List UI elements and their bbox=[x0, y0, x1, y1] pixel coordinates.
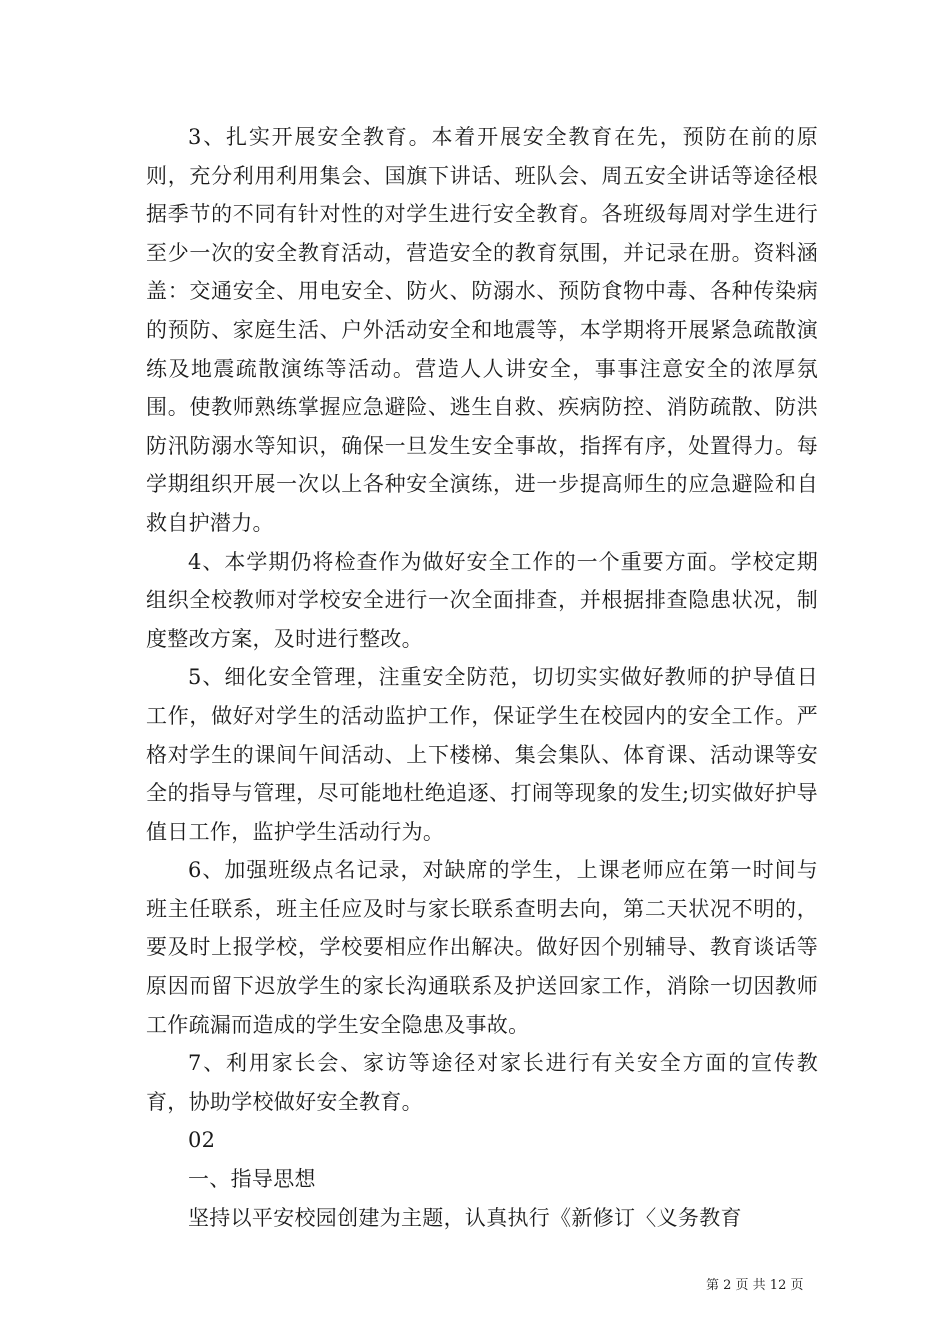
paragraph-item-7: 7、利用家长会、家访等途径对家长进行有关安全方面的宣传教育，协助学校做好安全教育。 bbox=[146, 1051, 818, 1114]
document-body bbox=[146, 118, 818, 1237]
last-paragraph: 坚持以平安校园创建为主题，认真执行《新修订〈义务教育 bbox=[188, 1205, 742, 1230]
paragraph-item-6: 6、加强班级点名记录，对缺席的学生，上课老师应在第一时间与班主任联系，班主任应及时与家长联系查明去向，第二天状况不明的，要及时上报学校，学校要相应作出解决。做好因个别辅导、教育谈话等原因而留下迟放学生的家长沟通联系及护送回家工作，消除一切因教师工作疏漏而造成的学生安全隐患及事故。 bbox=[146, 858, 818, 1037]
section-number: 02 bbox=[188, 1128, 216, 1153]
paragraph-item-4: 4、本学期仍将检查作为做好安全工作的一个重要方面。学校定期组织全校教师对学校安全进行一次全面排查，并根据排查隐患状况，制度整改方案，及时进行整改。 bbox=[146, 549, 818, 651]
section-heading: 一、指导思想 bbox=[188, 1167, 316, 1192]
page-footer: 第 2 页 共 12 页 bbox=[706, 1278, 804, 1293]
paragraph-item-3: 3、扎实开展安全教育。本着开展安全教育在先，预防在前的原则，充分利用利用集会、国旗下讲话、班队会、周五安全讲话等途径根据季节的不同有针对性的对学生进行安全教育。各班级每周对学生进行至少一次的安全教育活动，营造安全的教育氛围，并记录在册。资料涵盖：交通安全、用电安全、防火、防溺水、预防食物中毒、各种传染病的预防、家庭生活、户外活动安全和地震等，本学期将开展紧急疏散演练及地震疏散演练等活动。营造人人讲安全，事事注意安全的浓厚氛围。使教师熟练掌握应急避险、逃生自救、疾病防控、消防疏散、防洪防汛防溺水等知识，确保一旦发生安全事故，指挥有序，处置得力。每学期组织开展一次以上各种安全演练，进一步提高师生的应急避险和自救自护潜力。 bbox=[146, 125, 818, 535]
paragraph-item-5: 5、细化安全管理，注重安全防范，切切实实做好教师的护导值日工作，做好对学生的活动监护工作，保证学生在校园内的安全工作。严格对学生的课间午间活动、上下楼梯、集会集队、体育课、活动课等安全的指导与管理，尽可能地杜绝追逐、打闹等现象的发生;切实做好护导值日工作，监护学生活动行为。 bbox=[146, 665, 818, 844]
